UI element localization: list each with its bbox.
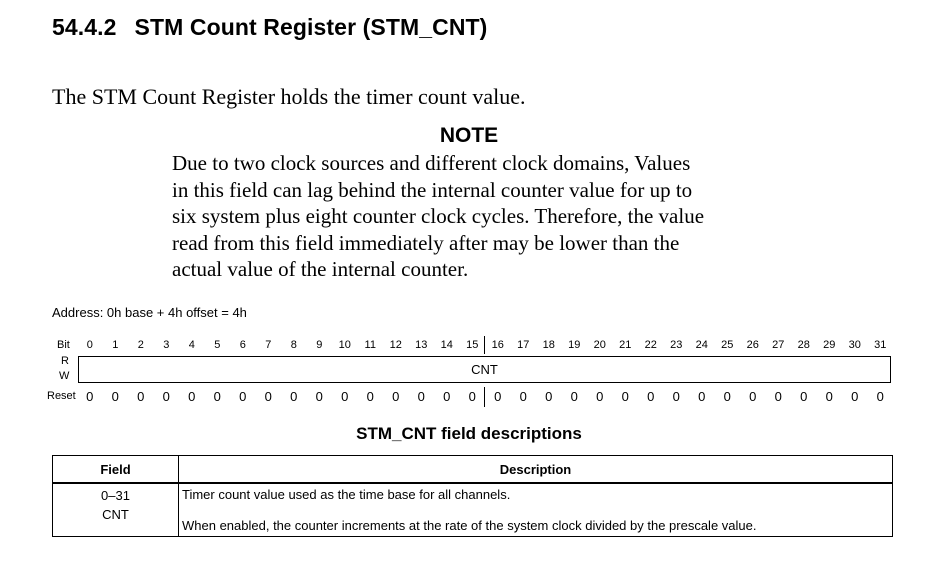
reset-row-label: Reset	[47, 390, 76, 402]
register-address: Address: 0h base + 4h offset = 4h	[52, 305, 247, 320]
reset-value: 0	[621, 389, 629, 404]
reset-value: 0	[468, 389, 476, 404]
bit-number: 13	[415, 339, 428, 351]
reset-value: 0	[239, 389, 247, 404]
reset-value: 0	[290, 389, 298, 404]
note-line: read from this field immediately after may be lower than the	[172, 230, 680, 255]
reset-value: 0	[851, 389, 859, 404]
reset-value: 0	[647, 389, 655, 404]
bit-number: 2	[137, 339, 144, 351]
description-line: When enabled, the counter increments at the rate of the system clock divided by the prescale value.	[182, 518, 757, 533]
reset-value: 0	[800, 389, 808, 404]
intro-paragraph: The STM Count Register holds the timer count value.	[52, 84, 526, 109]
bit-number: 20	[593, 339, 606, 351]
bit-number: 30	[848, 339, 861, 351]
note-line: six system plus eight counter clock cycles. Therefore, the value	[172, 204, 705, 229]
field-bits: 0–31	[101, 488, 130, 503]
bit-number: 28	[797, 339, 810, 351]
reset-value: 0	[86, 389, 94, 404]
bit-number: 12	[389, 339, 402, 351]
reset-value: 0	[366, 389, 374, 404]
bit-number: 0	[86, 339, 93, 351]
bit-number: 25	[721, 339, 734, 351]
cnt-field-name: CNT	[471, 362, 498, 377]
reset-value: 0	[749, 389, 757, 404]
bit-number: 1	[112, 339, 119, 351]
bit-number: 16	[491, 339, 504, 351]
note-line: Due to two clock sources and different clock domains, Values	[172, 151, 691, 175]
reset-value: 0	[825, 389, 833, 404]
bit-number: 6	[239, 339, 246, 351]
field-descriptions-table	[52, 455, 893, 537]
bit-number: 10	[338, 339, 351, 351]
bit-number: 14	[440, 339, 453, 351]
reset-value: 0	[570, 389, 578, 404]
section-heading	[52, 14, 487, 41]
reset-value: 0	[876, 389, 884, 404]
read-row-label: R	[61, 355, 69, 367]
bit-number: 4	[188, 339, 195, 351]
cnt-field-box	[78, 356, 891, 383]
reset-value: 0	[162, 389, 170, 404]
reset-value: 0	[213, 389, 221, 404]
reset-value: 0	[698, 389, 706, 404]
note-body	[172, 150, 704, 283]
reset-value: 0	[392, 389, 400, 404]
bit-row-label: Bit	[57, 339, 70, 351]
bit-number: 15	[466, 339, 479, 351]
bit-number: 3	[163, 339, 170, 351]
table-row	[53, 483, 893, 537]
bit-number: 11	[364, 339, 376, 351]
reset-value: 0	[672, 389, 680, 404]
bit-number: 17	[517, 339, 530, 351]
field-cell	[53, 483, 179, 537]
reset-value: 0	[494, 389, 502, 404]
description-line: Timer count value used as the time base for all channels.	[182, 487, 511, 502]
reset-value: 0	[111, 389, 119, 404]
field-name: CNT	[102, 507, 129, 522]
bit-number: 7	[265, 339, 272, 351]
bit-number: 26	[746, 339, 759, 351]
bit-number: 31	[874, 339, 887, 351]
reset-value: 0	[774, 389, 782, 404]
field-table-title: STM_CNT field descriptions	[356, 424, 582, 443]
reset-value: 0	[341, 389, 349, 404]
bit-number: 5	[214, 339, 221, 351]
reset-value: 0	[723, 389, 731, 404]
bit-number: 24	[695, 339, 708, 351]
table-header-row	[53, 456, 893, 484]
description-column-header: Description	[179, 456, 893, 484]
bit-number: 27	[772, 339, 785, 351]
description-cell	[179, 483, 893, 537]
reset-value: 0	[315, 389, 323, 404]
bit-number: 21	[619, 339, 632, 351]
bit-number: 8	[290, 339, 297, 351]
section-number: 54.4.2	[52, 14, 117, 40]
bit-number: 18	[542, 339, 555, 351]
bit-number: 9	[316, 339, 323, 351]
note-line: actual value of the internal counter.	[172, 257, 469, 282]
note-line: in this field can lag behind the internal counter value for up to	[172, 177, 693, 202]
note-title: NOTE	[439, 124, 499, 147]
bit-number: 19	[568, 339, 581, 351]
reset-value: 0	[596, 389, 604, 404]
reset-value: 0	[417, 389, 425, 404]
reset-value: 0	[545, 389, 553, 404]
reset-value: 0	[264, 389, 272, 404]
section-title: STM Count Register (STM_CNT)	[134, 14, 488, 40]
reset-value: 0	[137, 389, 145, 404]
bit-number: 29	[823, 339, 836, 351]
reset-value: 0	[443, 389, 451, 404]
bit-number: 23	[670, 339, 683, 351]
reset-value: 0	[519, 389, 527, 404]
write-row-label: W	[59, 370, 70, 382]
field-column-header: Field	[53, 456, 179, 484]
reset-value: 0	[188, 389, 196, 404]
bit-number: 22	[644, 339, 657, 351]
